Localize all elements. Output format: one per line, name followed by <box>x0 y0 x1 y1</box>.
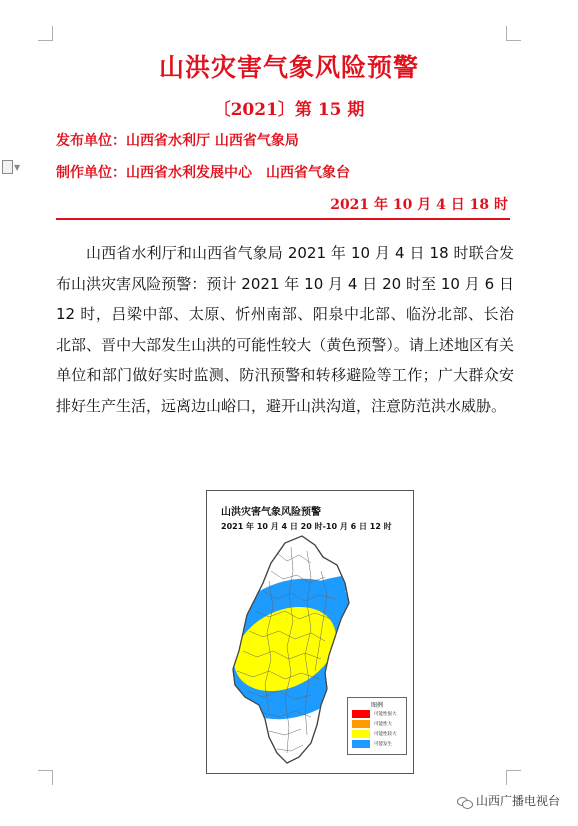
legend-label: 可能性很大 <box>374 712 397 717</box>
body-paragraph: 山西省水利厅和山西省气象局 2021 年 10 月 4 日 18 时联合发布山洪灾害风险预警：预计 2021 年 10 月 4 日 20 时至 10 月 6 日 12 时，吕梁中部、太原、忻州南部、阳泉中北部、临汾北部、长治北部、晋中大部发生山洪的可能性较大（黄色预警）。请上述地区有关单位和部门做好实时监测、防汛预警和转移避险等工作；广大群众安排好生产生活，远离边山峪口，避开山洪沟道，注意防范洪水威胁。 <box>56 244 514 415</box>
legend-label: 可能发生 <box>374 742 392 747</box>
header-divider <box>56 218 510 220</box>
publisher-line: 发布单位：山西省水利厅 山西省气象局 <box>56 133 299 149</box>
legend-item <box>352 720 406 729</box>
map-subtitle: 2021 年 10 月 4 日 20 时-10 月 6 日 12 时 <box>221 522 392 531</box>
producer-line: 制作单位：山西省水利发展中心 山西省气象台 <box>56 165 350 181</box>
map-legend <box>347 697 407 755</box>
legend-swatch <box>352 740 370 748</box>
watermark-text: 山西广播电视台 <box>475 794 560 808</box>
wechat-icon <box>457 796 472 808</box>
crop-mark-top-right <box>506 26 521 41</box>
document-icon[interactable] <box>2 160 24 178</box>
legend-swatch <box>352 710 370 718</box>
crop-mark-bottom-right <box>506 770 521 785</box>
legend-title: 图例 <box>370 702 383 709</box>
crop-mark-top-left <box>38 26 53 41</box>
watermark <box>457 792 560 809</box>
legend-swatch <box>352 730 370 738</box>
issue-date: 2021 年 10 月 4 日 18 时 <box>330 197 508 213</box>
legend-item <box>352 740 406 749</box>
legend-label: 可能性大 <box>374 722 392 727</box>
legend-item <box>352 710 406 719</box>
dropdown-arrow-icon[interactable]: ▼ <box>14 162 21 172</box>
legend-label: 可能性较大 <box>374 732 397 737</box>
issue-number: 〔2021〕第 15 期 <box>213 100 365 120</box>
legend-swatch <box>352 720 370 728</box>
warning-map-figure <box>206 490 414 774</box>
crop-mark-bottom-left <box>38 770 53 785</box>
document-title: 山洪灾害气象风险预警 <box>158 53 419 82</box>
map-title: 山洪灾害气象风险预警 <box>221 507 321 518</box>
legend-item <box>352 730 406 739</box>
